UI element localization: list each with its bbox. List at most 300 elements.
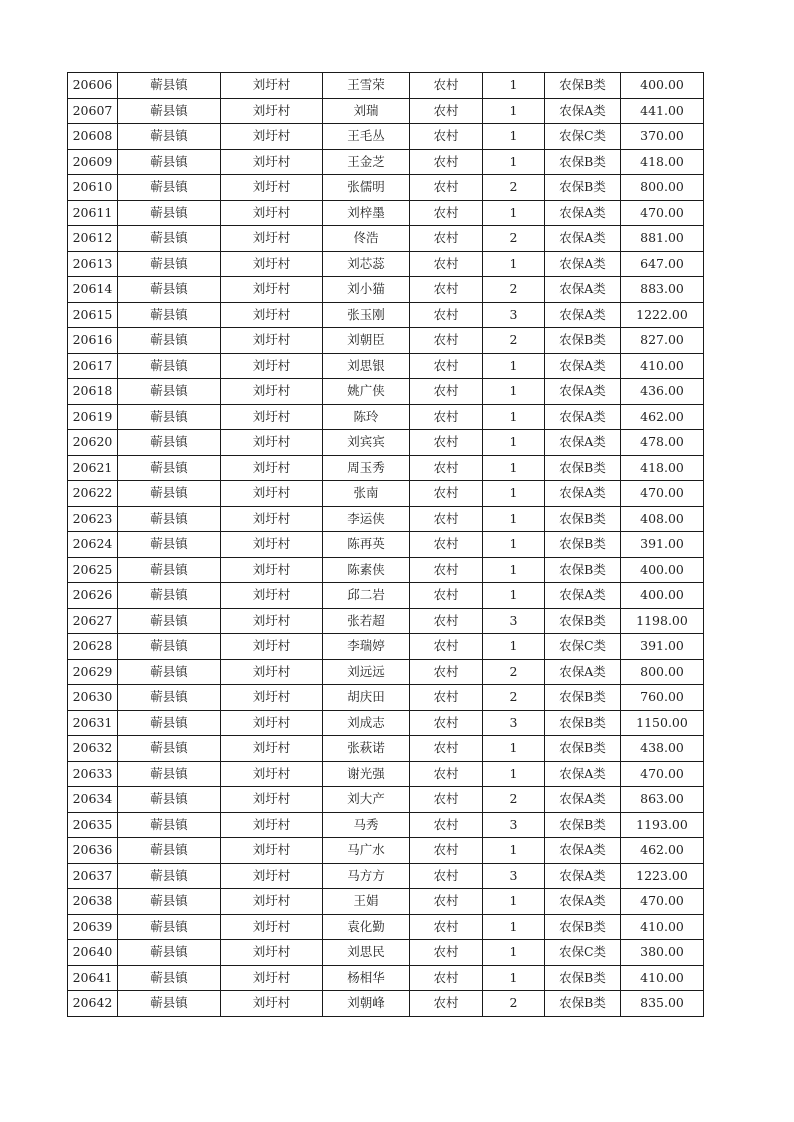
town-cell: 蕲县镇 <box>118 761 221 787</box>
table-row <box>68 124 704 150</box>
name-cell: 刘朝峰 <box>323 991 410 1017</box>
record-id-cell: 20612 <box>68 226 118 252</box>
amount-cell: 410.00 <box>621 353 704 379</box>
record-id-cell: 20623 <box>68 506 118 532</box>
person-count-cell: 1 <box>483 889 545 915</box>
insurance-category-cell: 农保B类 <box>545 532 621 558</box>
table-row <box>68 175 704 201</box>
person-count-cell: 3 <box>483 710 545 736</box>
amount-cell: 881.00 <box>621 226 704 252</box>
record-id-cell: 20627 <box>68 608 118 634</box>
amount-cell: 438.00 <box>621 736 704 762</box>
town-cell: 蕲县镇 <box>118 557 221 583</box>
person-count-cell: 2 <box>483 787 545 813</box>
record-id-cell: 20640 <box>68 940 118 966</box>
name-cell: 马方方 <box>323 863 410 889</box>
name-cell: 佟浩 <box>323 226 410 252</box>
record-id-cell: 20629 <box>68 659 118 685</box>
town-cell: 蕲县镇 <box>118 149 221 175</box>
insurance-category-cell: 农保A类 <box>545 98 621 124</box>
village-cell: 刘圩村 <box>221 353 323 379</box>
amount-cell: 760.00 <box>621 685 704 711</box>
name-cell: 刘远远 <box>323 659 410 685</box>
village-cell: 刘圩村 <box>221 277 323 303</box>
name-cell: 周玉秀 <box>323 455 410 481</box>
person-count-cell: 1 <box>483 736 545 762</box>
household-type-cell: 农村 <box>410 940 483 966</box>
amount-cell: 418.00 <box>621 149 704 175</box>
person-count-cell: 1 <box>483 634 545 660</box>
amount-cell: 391.00 <box>621 634 704 660</box>
person-count-cell: 1 <box>483 532 545 558</box>
name-cell: 马秀 <box>323 812 410 838</box>
village-cell: 刘圩村 <box>221 455 323 481</box>
record-id-cell: 20616 <box>68 328 118 354</box>
person-count-cell: 3 <box>483 812 545 838</box>
town-cell: 蕲县镇 <box>118 838 221 864</box>
person-count-cell: 1 <box>483 251 545 277</box>
insurance-category-cell: 农保B类 <box>545 73 621 99</box>
amount-cell: 470.00 <box>621 761 704 787</box>
household-type-cell: 农村 <box>410 430 483 456</box>
insurance-category-cell: 农保A类 <box>545 226 621 252</box>
person-count-cell: 1 <box>483 506 545 532</box>
amount-cell: 1198.00 <box>621 608 704 634</box>
village-cell: 刘圩村 <box>221 200 323 226</box>
amount-cell: 380.00 <box>621 940 704 966</box>
amount-cell: 827.00 <box>621 328 704 354</box>
insurance-category-cell: 农保B类 <box>545 506 621 532</box>
insurance-category-cell: 农保B类 <box>545 455 621 481</box>
insurance-category-cell: 农保A类 <box>545 353 621 379</box>
household-type-cell: 农村 <box>410 73 483 99</box>
village-cell: 刘圩村 <box>221 532 323 558</box>
household-type-cell: 农村 <box>410 200 483 226</box>
amount-cell: 1223.00 <box>621 863 704 889</box>
table-row <box>68 965 704 991</box>
insurance-category-cell: 农保A类 <box>545 430 621 456</box>
amount-cell: 370.00 <box>621 124 704 150</box>
insurance-category-cell: 农保B类 <box>545 685 621 711</box>
insurance-category-cell: 农保A类 <box>545 200 621 226</box>
insurance-category-cell: 农保A类 <box>545 379 621 405</box>
insurance-category-cell: 农保A类 <box>545 659 621 685</box>
record-id-cell: 20639 <box>68 914 118 940</box>
name-cell: 王娟 <box>323 889 410 915</box>
village-cell: 刘圩村 <box>221 404 323 430</box>
amount-cell: 1193.00 <box>621 812 704 838</box>
village-cell: 刘圩村 <box>221 73 323 99</box>
record-id-cell: 20621 <box>68 455 118 481</box>
record-id-cell: 20630 <box>68 685 118 711</box>
village-cell: 刘圩村 <box>221 761 323 787</box>
household-type-cell: 农村 <box>410 226 483 252</box>
town-cell: 蕲县镇 <box>118 965 221 991</box>
village-cell: 刘圩村 <box>221 379 323 405</box>
name-cell: 陈再英 <box>323 532 410 558</box>
record-id-cell: 20617 <box>68 353 118 379</box>
roster-body <box>68 73 704 1017</box>
person-count-cell: 2 <box>483 659 545 685</box>
household-type-cell: 农村 <box>410 532 483 558</box>
insurance-category-cell: 农保B类 <box>545 328 621 354</box>
village-cell: 刘圩村 <box>221 838 323 864</box>
town-cell: 蕲县镇 <box>118 455 221 481</box>
town-cell: 蕲县镇 <box>118 226 221 252</box>
town-cell: 蕲县镇 <box>118 98 221 124</box>
name-cell: 李瑞婷 <box>323 634 410 660</box>
household-type-cell: 农村 <box>410 302 483 328</box>
household-type-cell: 农村 <box>410 838 483 864</box>
table-row <box>68 200 704 226</box>
village-cell: 刘圩村 <box>221 251 323 277</box>
village-cell: 刘圩村 <box>221 710 323 736</box>
person-count-cell: 1 <box>483 98 545 124</box>
person-count-cell: 1 <box>483 965 545 991</box>
insurance-category-cell: 农保A类 <box>545 404 621 430</box>
amount-cell: 800.00 <box>621 175 704 201</box>
person-count-cell: 1 <box>483 430 545 456</box>
insurance-category-cell: 农保B类 <box>545 149 621 175</box>
table-row <box>68 761 704 787</box>
village-cell: 刘圩村 <box>221 98 323 124</box>
town-cell: 蕲县镇 <box>118 506 221 532</box>
record-id-cell: 20636 <box>68 838 118 864</box>
person-count-cell: 2 <box>483 175 545 201</box>
table-row <box>68 659 704 685</box>
town-cell: 蕲县镇 <box>118 608 221 634</box>
village-cell: 刘圩村 <box>221 634 323 660</box>
household-type-cell: 农村 <box>410 277 483 303</box>
household-type-cell: 农村 <box>410 481 483 507</box>
person-count-cell: 1 <box>483 404 545 430</box>
record-id-cell: 20606 <box>68 73 118 99</box>
town-cell: 蕲县镇 <box>118 685 221 711</box>
name-cell: 王毛丛 <box>323 124 410 150</box>
name-cell: 张玉刚 <box>323 302 410 328</box>
household-type-cell: 农村 <box>410 175 483 201</box>
village-cell: 刘圩村 <box>221 124 323 150</box>
household-type-cell: 农村 <box>410 404 483 430</box>
name-cell: 刘宾宾 <box>323 430 410 456</box>
table-row <box>68 940 704 966</box>
record-id-cell: 20633 <box>68 761 118 787</box>
person-count-cell: 1 <box>483 583 545 609</box>
town-cell: 蕲县镇 <box>118 532 221 558</box>
household-type-cell: 农村 <box>410 608 483 634</box>
town-cell: 蕲县镇 <box>118 583 221 609</box>
insurance-category-cell: 农保A类 <box>545 787 621 813</box>
amount-cell: 400.00 <box>621 583 704 609</box>
household-type-cell: 农村 <box>410 685 483 711</box>
household-type-cell: 农村 <box>410 506 483 532</box>
person-count-cell: 2 <box>483 991 545 1017</box>
town-cell: 蕲县镇 <box>118 914 221 940</box>
name-cell: 王金芝 <box>323 149 410 175</box>
household-type-cell: 农村 <box>410 149 483 175</box>
table-row <box>68 302 704 328</box>
name-cell: 张若超 <box>323 608 410 634</box>
village-cell: 刘圩村 <box>221 863 323 889</box>
insurance-category-cell: 农保B类 <box>545 991 621 1017</box>
name-cell: 刘小猫 <box>323 277 410 303</box>
town-cell: 蕲县镇 <box>118 481 221 507</box>
town-cell: 蕲县镇 <box>118 200 221 226</box>
amount-cell: 410.00 <box>621 965 704 991</box>
person-count-cell: 1 <box>483 455 545 481</box>
record-id-cell: 20622 <box>68 481 118 507</box>
insurance-category-cell: 农保B类 <box>545 736 621 762</box>
record-id-cell: 20609 <box>68 149 118 175</box>
town-cell: 蕲县镇 <box>118 124 221 150</box>
record-id-cell: 20610 <box>68 175 118 201</box>
person-count-cell: 1 <box>483 761 545 787</box>
person-count-cell: 1 <box>483 557 545 583</box>
amount-cell: 418.00 <box>621 455 704 481</box>
table-row <box>68 353 704 379</box>
table-row <box>68 379 704 405</box>
table-row <box>68 455 704 481</box>
household-type-cell: 农村 <box>410 659 483 685</box>
record-id-cell: 20631 <box>68 710 118 736</box>
amount-cell: 835.00 <box>621 991 704 1017</box>
name-cell: 刘芯蕊 <box>323 251 410 277</box>
person-count-cell: 1 <box>483 149 545 175</box>
amount-cell: 408.00 <box>621 506 704 532</box>
town-cell: 蕲县镇 <box>118 889 221 915</box>
household-type-cell: 农村 <box>410 710 483 736</box>
town-cell: 蕲县镇 <box>118 659 221 685</box>
insurance-category-cell: 农保C类 <box>545 124 621 150</box>
table-row <box>68 430 704 456</box>
household-type-cell: 农村 <box>410 736 483 762</box>
household-type-cell: 农村 <box>410 379 483 405</box>
record-id-cell: 20611 <box>68 200 118 226</box>
town-cell: 蕲县镇 <box>118 634 221 660</box>
name-cell: 陈玲 <box>323 404 410 430</box>
household-type-cell: 农村 <box>410 328 483 354</box>
record-id-cell: 20642 <box>68 991 118 1017</box>
name-cell: 王雪荣 <box>323 73 410 99</box>
household-type-cell: 农村 <box>410 353 483 379</box>
insurance-category-cell: 农保B类 <box>545 965 621 991</box>
table-row <box>68 914 704 940</box>
name-cell: 谢光强 <box>323 761 410 787</box>
person-count-cell: 3 <box>483 863 545 889</box>
table-row <box>68 73 704 99</box>
table-row <box>68 991 704 1017</box>
name-cell: 张南 <box>323 481 410 507</box>
name-cell: 马广水 <box>323 838 410 864</box>
person-count-cell: 1 <box>483 200 545 226</box>
name-cell: 刘思银 <box>323 353 410 379</box>
person-count-cell: 1 <box>483 838 545 864</box>
amount-cell: 647.00 <box>621 251 704 277</box>
record-id-cell: 20614 <box>68 277 118 303</box>
record-id-cell: 20626 <box>68 583 118 609</box>
name-cell: 陈素侠 <box>323 557 410 583</box>
table-row <box>68 889 704 915</box>
record-id-cell: 20635 <box>68 812 118 838</box>
record-id-cell: 20634 <box>68 787 118 813</box>
table-row <box>68 226 704 252</box>
village-cell: 刘圩村 <box>221 940 323 966</box>
amount-cell: 462.00 <box>621 838 704 864</box>
insurance-category-cell: 农保B类 <box>545 812 621 838</box>
village-cell: 刘圩村 <box>221 506 323 532</box>
insurance-category-cell: 农保C类 <box>545 940 621 966</box>
village-cell: 刘圩村 <box>221 557 323 583</box>
table-row <box>68 251 704 277</box>
household-type-cell: 农村 <box>410 812 483 838</box>
town-cell: 蕲县镇 <box>118 353 221 379</box>
amount-cell: 470.00 <box>621 481 704 507</box>
insurance-category-cell: 农保A类 <box>545 302 621 328</box>
village-cell: 刘圩村 <box>221 608 323 634</box>
household-type-cell: 农村 <box>410 965 483 991</box>
household-type-cell: 农村 <box>410 787 483 813</box>
insurance-category-cell: 农保A类 <box>545 277 621 303</box>
name-cell: 刘思民 <box>323 940 410 966</box>
household-type-cell: 农村 <box>410 455 483 481</box>
town-cell: 蕲县镇 <box>118 812 221 838</box>
record-id-cell: 20613 <box>68 251 118 277</box>
town-cell: 蕲县镇 <box>118 251 221 277</box>
name-cell: 张儒明 <box>323 175 410 201</box>
person-count-cell: 1 <box>483 124 545 150</box>
name-cell: 张萩诺 <box>323 736 410 762</box>
record-id-cell: 20620 <box>68 430 118 456</box>
household-type-cell: 农村 <box>410 991 483 1017</box>
village-cell: 刘圩村 <box>221 226 323 252</box>
person-count-cell: 1 <box>483 379 545 405</box>
village-cell: 刘圩村 <box>221 914 323 940</box>
person-count-cell: 1 <box>483 481 545 507</box>
name-cell: 邱二岩 <box>323 583 410 609</box>
record-id-cell: 20641 <box>68 965 118 991</box>
table-row <box>68 634 704 660</box>
town-cell: 蕲县镇 <box>118 404 221 430</box>
insurance-category-cell: 农保A类 <box>545 251 621 277</box>
village-cell: 刘圩村 <box>221 583 323 609</box>
town-cell: 蕲县镇 <box>118 430 221 456</box>
record-id-cell: 20638 <box>68 889 118 915</box>
table-row <box>68 736 704 762</box>
village-cell: 刘圩村 <box>221 149 323 175</box>
table-row <box>68 98 704 124</box>
table-row <box>68 863 704 889</box>
record-id-cell: 20624 <box>68 532 118 558</box>
person-count-cell: 2 <box>483 277 545 303</box>
village-cell: 刘圩村 <box>221 659 323 685</box>
village-cell: 刘圩村 <box>221 991 323 1017</box>
record-id-cell: 20619 <box>68 404 118 430</box>
town-cell: 蕲县镇 <box>118 73 221 99</box>
household-type-cell: 农村 <box>410 863 483 889</box>
table-row <box>68 506 704 532</box>
amount-cell: 478.00 <box>621 430 704 456</box>
amount-cell: 1150.00 <box>621 710 704 736</box>
record-id-cell: 20608 <box>68 124 118 150</box>
record-id-cell: 20632 <box>68 736 118 762</box>
amount-cell: 410.00 <box>621 914 704 940</box>
insurance-category-cell: 农保A类 <box>545 481 621 507</box>
record-id-cell: 20615 <box>68 302 118 328</box>
table-row <box>68 838 704 864</box>
village-cell: 刘圩村 <box>221 685 323 711</box>
person-count-cell: 3 <box>483 302 545 328</box>
table-row <box>68 328 704 354</box>
insurance-category-cell: 农保B类 <box>545 710 621 736</box>
person-count-cell: 2 <box>483 226 545 252</box>
insurance-category-cell: 农保A类 <box>545 583 621 609</box>
amount-cell: 470.00 <box>621 200 704 226</box>
name-cell: 袁化勤 <box>323 914 410 940</box>
insurance-category-cell: 农保B类 <box>545 175 621 201</box>
town-cell: 蕲县镇 <box>118 863 221 889</box>
insurance-category-cell: 农保B类 <box>545 608 621 634</box>
table-row <box>68 685 704 711</box>
person-count-cell: 1 <box>483 353 545 379</box>
name-cell: 胡庆田 <box>323 685 410 711</box>
table-row <box>68 481 704 507</box>
village-cell: 刘圩村 <box>221 787 323 813</box>
town-cell: 蕲县镇 <box>118 991 221 1017</box>
insurance-category-cell: 农保B类 <box>545 914 621 940</box>
name-cell: 李运侠 <box>323 506 410 532</box>
amount-cell: 400.00 <box>621 557 704 583</box>
village-cell: 刘圩村 <box>221 812 323 838</box>
table-row <box>68 532 704 558</box>
amount-cell: 1222.00 <box>621 302 704 328</box>
household-type-cell: 农村 <box>410 889 483 915</box>
person-count-cell: 1 <box>483 940 545 966</box>
household-type-cell: 农村 <box>410 761 483 787</box>
amount-cell: 863.00 <box>621 787 704 813</box>
table-row <box>68 557 704 583</box>
record-id-cell: 20637 <box>68 863 118 889</box>
village-cell: 刘圩村 <box>221 430 323 456</box>
insurance-category-cell: 农保B类 <box>545 557 621 583</box>
amount-cell: 441.00 <box>621 98 704 124</box>
village-cell: 刘圩村 <box>221 889 323 915</box>
name-cell: 刘朝臣 <box>323 328 410 354</box>
amount-cell: 391.00 <box>621 532 704 558</box>
household-type-cell: 农村 <box>410 914 483 940</box>
village-cell: 刘圩村 <box>221 481 323 507</box>
insurance-category-cell: 农保A类 <box>545 761 621 787</box>
village-cell: 刘圩村 <box>221 965 323 991</box>
record-id-cell: 20618 <box>68 379 118 405</box>
amount-cell: 462.00 <box>621 404 704 430</box>
name-cell: 刘大产 <box>323 787 410 813</box>
name-cell: 刘瑞 <box>323 98 410 124</box>
amount-cell: 470.00 <box>621 889 704 915</box>
village-cell: 刘圩村 <box>221 736 323 762</box>
name-cell: 姚广侠 <box>323 379 410 405</box>
village-cell: 刘圩村 <box>221 328 323 354</box>
town-cell: 蕲县镇 <box>118 787 221 813</box>
town-cell: 蕲县镇 <box>118 379 221 405</box>
amount-cell: 436.00 <box>621 379 704 405</box>
name-cell: 刘梓墨 <box>323 200 410 226</box>
village-cell: 刘圩村 <box>221 175 323 201</box>
person-count-cell: 1 <box>483 914 545 940</box>
town-cell: 蕲县镇 <box>118 736 221 762</box>
amount-cell: 400.00 <box>621 73 704 99</box>
amount-cell: 800.00 <box>621 659 704 685</box>
household-type-cell: 农村 <box>410 251 483 277</box>
